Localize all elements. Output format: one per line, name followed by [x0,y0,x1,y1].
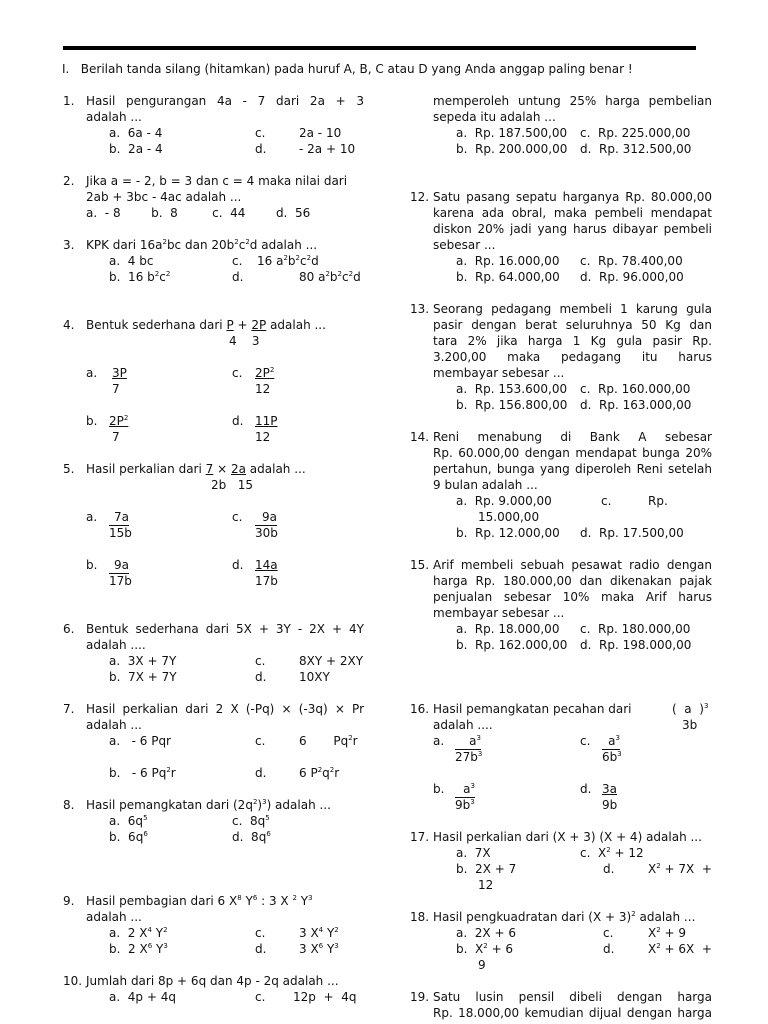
q15-text4: membayar sebesar ... [433,606,565,620]
q16-option-a-num[interactable]: $a^3$ [455,733,481,750]
q5-denominators: 2b 15 [211,478,253,492]
q19-text2: Rp. 18.000,00 kemudian dijual dengan harga [433,1006,712,1020]
q16-text: Hasil pemangkatan pecahan dari [433,702,632,716]
q4-option-a-num[interactable]: 3P [112,366,127,380]
q18-number: 18. [410,910,430,924]
q16-option-c-label[interactable]: c. [580,734,591,748]
q3-option-c-label[interactable]: c. [232,254,243,268]
q7-option-d-label[interactable]: d. [255,766,267,780]
q18-option-b[interactable]: b. $X^2 + 6$ [456,942,514,956]
q2-number: 2. [63,174,75,188]
q5-option-c-label[interactable]: c. [232,510,243,524]
q15-text3: penjualan sebesar 10% maka Arif harus [433,590,712,604]
q5-text: Hasil perkalian dari 7 × 2a adalah ... [86,462,306,476]
q18-option-c[interactable]: $X^2 + 9$ [648,926,687,940]
q16-option-b-num[interactable]: $a^3$ [455,781,475,798]
q12-text4: sebesar ... [433,238,496,252]
q5-option-a-num[interactable]: 7a [109,509,129,526]
q4-option-a-label[interactable]: a. [86,366,98,380]
q3-option-d-label[interactable]: d. [232,270,244,284]
q6-option-c[interactable]: 8XY + 2XY [299,654,364,668]
q18-option-c-label[interactable]: c. [603,926,614,940]
q12-text3: diskon 20% jadi yang harus dibayar pembeli [433,222,712,236]
q12-option-b[interactable]: b. Rp. 64.000,00 [456,270,560,284]
q14-text3: pertahun, bunga yang diperoleh Reni setelah [433,462,712,476]
q1-text2: adalah ... [86,110,142,124]
q15-option-b[interactable]: b. Rp. 162.000,00 [456,638,568,652]
q17-option-a[interactable]: a. 7X [456,846,491,860]
q4-text: Bentuk sederhana dari P + 2P adalah ... [86,318,326,332]
q5-option-d-num[interactable]: 14a [255,558,278,572]
q12-text2: karena ada obral, maka pembeli mendapat [433,206,712,220]
q7-text: Hasil perkalian dari 2 X (-Pq) × (-3q) × Pr [86,702,364,716]
q14-option-a[interactable]: a. Rp. 9.000,00 [456,494,552,508]
q18-option-d-label[interactable]: d. [603,942,615,956]
q6-option-b[interactable]: b. 7X + 7Y [109,670,177,684]
q11-option-a[interactable]: a. Rp. 187.500,00 [456,126,568,140]
q6-option-a[interactable]: a. 3X + 7Y [109,654,177,668]
q7-option-c-label[interactable]: c. [255,734,266,748]
q5-option-b-num[interactable]: 9a [109,557,129,574]
q7-option-d[interactable]: 6 $P^2q^2r$ [299,766,340,780]
q15-number: 15. [410,558,430,572]
q9-option-d[interactable]: 3 $X^6$ $Y^3$ [299,942,339,956]
q13-option-a[interactable]: a. Rp. 153.600,00 [456,382,568,396]
q14-number: 14. [410,430,430,444]
q3-option-d[interactable]: 80 $a^2b^2c^2d$ [299,270,361,284]
q17-number: 17. [410,830,430,844]
q8-option-a[interactable]: a. $6q^5$ [109,814,148,828]
q19-text: Satu lusin pensil dibeli dengan harga [433,990,712,1004]
q16-fraction-den: 3b [682,718,698,732]
q9-text: Hasil pembagian dari 6 $X^8$ $Y^6$ : 3 X $^2$ $Y^3$ [86,894,313,908]
q5-option-a-label[interactable]: a. [86,510,98,524]
instruction: I. Berilah tanda silang (hitamkan) pada huruf A, B, C atau D yang Anda anggap paling benar ! [62,62,633,76]
q4-option-b-den[interactable]: 7 [112,430,120,444]
q11-text2: sepeda itu adalah ... [433,110,556,124]
q1-option-b[interactable]: b. 2a - 4 [109,142,163,156]
q6-number: 6. [63,622,75,636]
q14-text: Reni menabung di Bank A sebesar [433,430,712,444]
q15-text: Arif membeli sebuah pesawat radio dengan [433,558,712,572]
q15-option-c[interactable]: c. Rp. 180.000,00 [580,622,691,636]
q9-option-c[interactable]: 3 $X^4$ $Y^2$ [299,926,339,940]
q5-option-c-num[interactable]: 9a [255,509,277,526]
q7-text2: adalah ... [86,718,142,732]
q16-option-d-label[interactable]: d. [580,782,592,796]
q4-option-c-den[interactable]: 12 [255,382,271,396]
q6-option-c-label[interactable]: c. [255,654,266,668]
q9-option-d-label[interactable]: d. [255,942,267,956]
q13-option-d[interactable]: d. Rp. 163.000,00 [580,398,692,412]
q4-option-d-num[interactable]: 11P [255,414,278,428]
q12-option-d[interactable]: d. Rp. 96.000,00 [580,270,684,284]
q8-option-c[interactable]: c. $8q^5$ [232,814,270,828]
q4-option-d-den[interactable]: 12 [255,430,271,444]
q18-option-a[interactable]: a. 2X + 6 [456,926,516,940]
q15-option-a[interactable]: a. Rp. 18.000,00 [456,622,560,636]
q14-option-b[interactable]: b. Rp. 12.000,00 [456,526,560,540]
q3-option-c[interactable]: 16 $a^2b^2c^2d$ [257,254,319,268]
q6-text: Bentuk sederhana dari 5X + 3Y - 2X + 4Y [86,622,364,636]
q6-option-d[interactable]: 10XY [299,670,330,684]
q5-option-c-den[interactable]: 30b [255,526,278,540]
q17-option-d-label[interactable]: d. [603,862,615,876]
q9-text2: adalah ... [86,910,142,924]
q8-option-b[interactable]: b. $6q^6$ [109,830,148,844]
q6-option-d-label[interactable]: d. [255,670,267,684]
q14-text4: 9 bulan adalah ... [433,478,538,492]
q1-number: 1. [63,94,75,108]
q16-option-d-num[interactable]: 3a [602,782,617,796]
q10-option-a[interactable]: a. 4p + 4q [109,990,176,1004]
q17-option-b[interactable]: b. 2X + 7 [456,862,517,876]
q4-option-c-num[interactable]: $2P^2$ [255,366,275,380]
q7-option-a[interactable]: a. - 6 Pqr [109,734,171,748]
q8-number: 8. [63,798,75,812]
q11-option-d[interactable]: d. Rp. 312.500,00 [580,142,692,156]
q1-option-c-label[interactable]: c. [255,126,266,140]
q16-text2: adalah .... [433,718,493,732]
q7-option-c[interactable]: 6 Pq$^2$r [299,734,358,748]
q12-option-c[interactable]: c. Rp. 78.400,00 [580,254,683,268]
q16-option-c-num[interactable]: $a^3$ [602,733,620,750]
q16-fraction: ( a )$^3$ [672,702,709,716]
q14-option-d[interactable]: d. Rp. 17.500,00 [580,526,684,540]
q17-option-d[interactable]: $X^2 + 7X$ + [648,862,712,876]
q13-text4: 3.200,00 maka pedagang itu harus [433,350,712,364]
q1-option-d[interactable]: - 2a + 10 [299,142,356,156]
q6-text2: adalah .... [86,638,146,652]
q13-text: Seorang pedagang membeli 1 karung gula [433,302,712,316]
q16-option-b-den[interactable]: $9b^3$ [455,798,475,812]
q5-option-d-label[interactable]: d. [232,558,244,572]
q1-option-d-label[interactable]: d. [255,142,267,156]
q3-text: KPK dari $16a^2bc$ dan $20b^2c^2d$ adalah ... [86,238,318,252]
q1-text: Hasil pengurangan 4a - 7 dari 2a + 3 [86,94,364,108]
q4-option-a-den[interactable]: 7 [112,382,120,396]
q4-option-b-num[interactable]: $2P^2$ [109,414,129,428]
q1-option-c[interactable]: 2a - 10 [299,126,342,140]
q16-option-d-den[interactable]: 9b [602,798,618,812]
q5-option-b-den[interactable]: 17b [109,574,132,588]
q5-option-a-den[interactable]: 15b [109,526,132,540]
q4-number: 4. [63,318,75,332]
q8-option-d[interactable]: d. $8q^6$ [232,830,271,844]
q9-option-a[interactable]: a. 2 $X^4$ $Y^2$ [109,926,168,940]
q13-option-c[interactable]: c. Rp. 160.000,00 [580,382,691,396]
q10-option-c[interactable]: 12p + 4q [293,990,357,1004]
q16-number: 16. [410,702,430,716]
q16-option-b-label[interactable]: b. [433,782,445,796]
q16-option-a-den[interactable]: $27b^3$ [455,750,483,764]
q13-number: 13. [410,302,430,316]
q14-text2: Rp. 60.000,00 dengan mendapat bunga 20% [433,446,712,460]
q15-text2: harga Rp. 180.000,00 dan dikenakan pajak [433,574,712,588]
q12-number: 12. [410,190,430,204]
q14-option-c-cont[interactable]: 15.000,00 [478,510,540,524]
q4-denominators: 4 3 [229,334,260,348]
q13-option-b[interactable]: b. Rp. 156.800,00 [456,398,568,412]
q2-text: Jika a = - 2, b = 3 dan c = 4 maka nilai dari [86,174,348,188]
q5-option-b-label[interactable]: b. [86,558,98,572]
q11-option-c[interactable]: c. Rp. 225.000,00 [580,126,691,140]
q3-option-b[interactable]: b. 16 $b^2c^2$ [109,270,171,284]
q17-option-c[interactable]: c. $X^2 + 12$ [580,846,644,860]
q2-options[interactable]: a. - 8 b. 8 c. 44 d. 56 [86,206,311,220]
q1-option-a[interactable]: a. 6a - 4 [109,126,163,140]
q8-text: Hasil pemangkatan dari $(2q^2)^3$) adalah ... [86,798,331,812]
q18-text: Hasil pengkuadratan dari $(X + 3)^2$ adalah ... [433,910,696,924]
q4-option-c-label[interactable]: c. [232,366,243,380]
q16-option-c-den[interactable]: $6b^3$ [602,750,622,764]
q2-text2: 2ab + 3bc - 4ac adalah ... [86,190,242,204]
q9-number: 9. [63,894,75,908]
q17-text: Hasil perkalian dari (X + 3) (X + 4) adalah ... [433,830,702,844]
q9-option-c-label[interactable]: c. [255,926,266,940]
q11-text: memperoleh untung 25% harga pembelian [433,94,712,108]
q13-text5: membayar sebesar ... [433,366,565,380]
q19-number: 19. [410,990,430,1004]
q13-text3: tara 2% jika harga 1 Kg gula pasir Rp. [433,334,712,348]
q4-option-d-label[interactable]: d. [232,414,244,428]
q12-option-a[interactable]: a. Rp. 16.000,00 [456,254,560,268]
q7-option-b[interactable]: b. - 6 Pq$^2$r [109,766,176,780]
header-rule [63,46,696,50]
q4-option-b-label[interactable]: b. [86,414,98,428]
q10-text: Jumlah dari 8p + 6q dan 4p - 2q adalah ... [86,974,339,988]
q18-option-d[interactable]: $X^2 + 6X$ + [648,942,712,956]
q13-text2: pasir dengan berat seluruhnya 50 Kg dan [433,318,712,332]
q12-text: Satu pasang sepatu harganya Rp. 80.000,00 [433,190,712,204]
q11-option-b[interactable]: b. Rp. 200.000,00 [456,142,568,156]
q10-option-c-label[interactable]: c. [255,990,266,1004]
q5-number: 5. [63,462,75,476]
q5-option-d-den[interactable]: 17b [255,574,278,588]
q9-option-b[interactable]: b. 2 $X^6$ $Y^3$ [109,942,168,956]
q3-option-a[interactable]: a. 4 bc [109,254,154,268]
q14-option-c[interactable]: Rp. [648,494,668,508]
q14-option-c-label[interactable]: c. [601,494,612,508]
q3-number: 3. [63,238,75,252]
q10-number: 10. [63,974,83,988]
q17-option-b-cont[interactable]: 12 [478,878,494,892]
q18-option-b-cont[interactable]: 9 [478,958,486,972]
q16-option-a-label[interactable]: a. [433,734,445,748]
q7-number: 7. [63,702,75,716]
q15-option-d[interactable]: d. Rp. 198.000,00 [580,638,692,652]
